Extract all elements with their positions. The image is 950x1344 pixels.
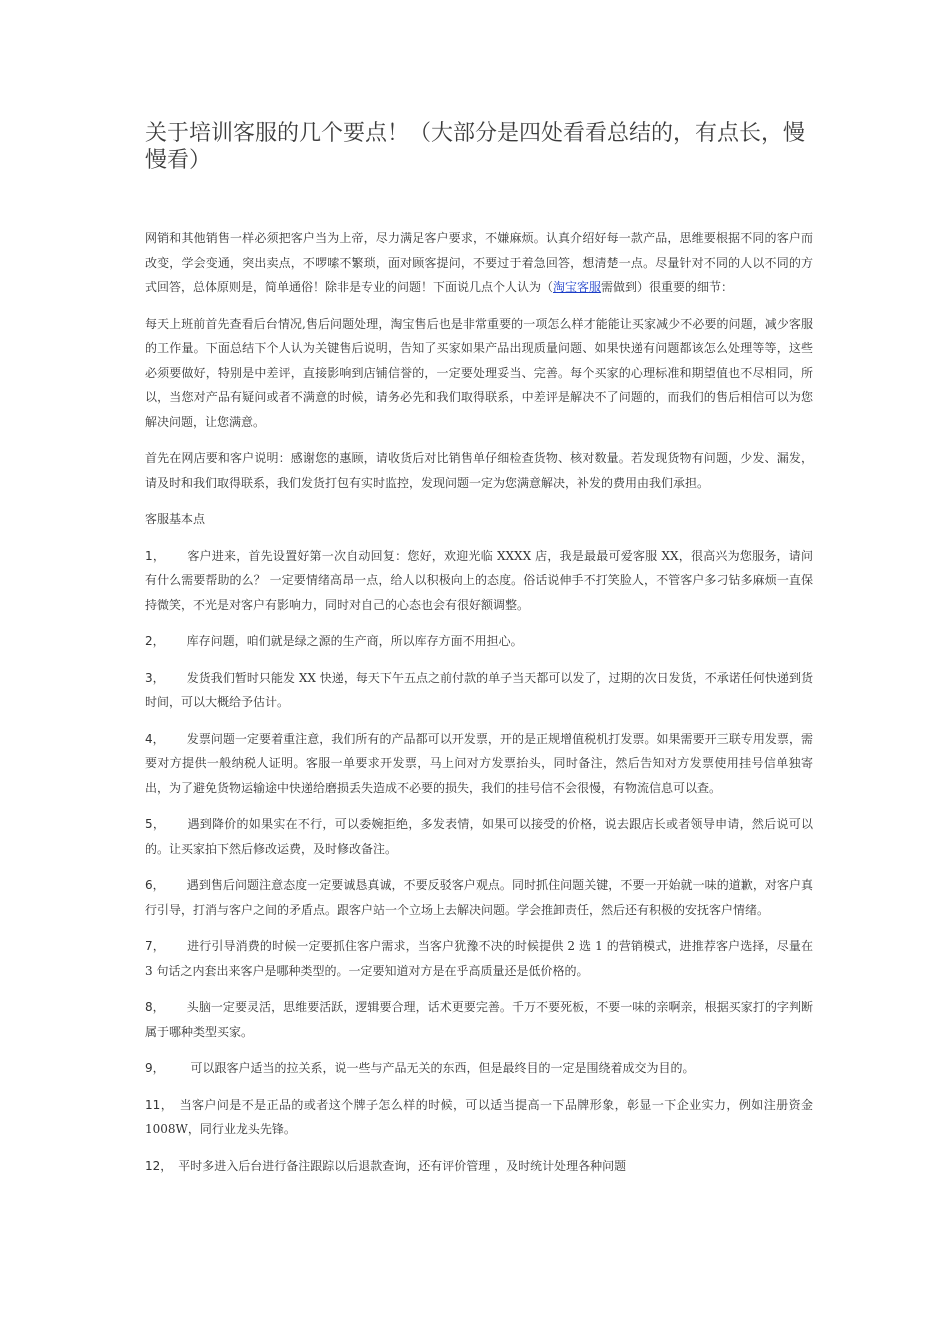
list-item [145, 727, 813, 801]
list-item-number: 7， [145, 939, 165, 953]
list-item-text: 客户进来，首先设置好第一次自动回复：您好，欢迎光临 XXXX 店，我是最最可爱客服 XX，很高兴为您服务，请问有什么需要帮助的么？ 一定要情绪高昂一点，给人以积极向上的态度。俗话说伸手不打笑脸人，不管客户多刁钻多麻烦一直保持微笑，不光是对客户有影响力，同时对自己的心态也会有很好额调整。 [145, 548, 813, 612]
intro-text-before-link: 网销和其他销售一样必须把客户当为上帝，尽力满足客户要求，不嫌麻烦。认真介绍好每一款产品，思维要根据不同的客户而改变，学会变通，突出卖点，不啰嗦不繁琐，面对顾客提问，不要过于着急回答，想清楚一点。尽量针对不同的人以不同的方式回答，总体原则是，简单通俗！除非是专业的问题！下面说几点个人认为（ [145, 231, 813, 294]
numbered-list [145, 544, 813, 1179]
list-item [145, 873, 813, 922]
list-item [145, 629, 813, 654]
list-item-text: 遇到降价的如果实在不行，可以委婉拒绝，多发表情，如果可以接受的价格，说去跟店长或者领导申请，然后说可以的。让买家拍下然后修改运费，及时修改备注。 [145, 817, 813, 856]
document-page [145, 120, 813, 1190]
list-item-number: 2， [145, 634, 165, 648]
list-item-text: 遇到售后问题注意态度一定要诚恳真诚，不要反驳客户观点。同时抓住问题关键，不要一开始就一味的道歉，对客户真行引导，打消与客户之间的矛盾点。跟客户站一个立场上去解决问题。学会推卸责任，然后还有积极的安抚客户情绪。 [145, 878, 813, 917]
shop-notice-paragraph: 首先在网店要和客户说明：感谢您的惠顾，请收货后对比销售单仔细检查货物、核对数量。若发现货物有问题，少发、漏发，请及时和我们取得联系，我们发货打包有实时监控，发现问题一定为您满意解决，补发的费用由我们承担。 [145, 451, 813, 490]
list-item-number: 6， [145, 878, 165, 892]
list-item-text: 头脑一定要灵活，思维要活跃，逻辑要合理，话术更要完善。千万不要死板，不要一味的亲啊亲，根据买家打的字判断属于哪种类型买家。 [145, 1000, 813, 1039]
list-item-text: 发货我们暂时只能发 XX 快递，每天下午五点之前付款的单子当天都可以发了，过期的次日发货，不承诺任何快递到货时间，可以大概给予估计。 [145, 670, 813, 709]
list-item-number: 3， [145, 670, 165, 685]
list-item [145, 934, 813, 983]
list-item-number: 12， [145, 1158, 173, 1173]
list-item [145, 1056, 813, 1081]
taobao-service-link[interactable]: 淘宝客服 [553, 280, 602, 294]
list-item-text: 当客户问是不是正品的或者这个牌子怎么样的时候，可以适当提高一下品牌形象，彰显一下企业实力，例如注册资金 1008W，同行业龙头先锋。 [145, 1097, 813, 1136]
list-item-number: 4， [145, 731, 165, 746]
list-item-number: 11， [145, 1097, 174, 1112]
intro-paragraph [145, 226, 813, 300]
list-item-number: 9， [145, 1061, 165, 1075]
list-item [145, 1154, 813, 1179]
list-item-number: 1， [145, 548, 166, 563]
page-title: 关于培训客服的几个要点！（大部分是四处看看总结的，有点长，慢慢看） [145, 121, 806, 173]
intro-text-after-link: 需做到）很重要的细节： [601, 280, 734, 294]
after-sales-paragraph: 每天上班前首先查看后台情况,售后问题处理，淘宝售后也是非常重要的一项怎么样才能能让买家减少不必要的问题，减少客服的工作量。下面总结下个人认为关键售后说明，告知了买家如果产品出现质量问题、如果快递有问题都该怎么处理等等，这些必须要做好，特别是中差评，直接影响到店铺信誉的，一定要处理妥当、完善。每个买家的心理标准和期望值也不尽相同，所以，当您对产品有疑问或者不满意的时候，请务必先和我们取得联系，中差评是解决不了问题的，而我们的售后相信可以为您解决问题，让您满意。 [145, 316, 813, 429]
list-item [145, 812, 813, 861]
list-item [145, 1093, 813, 1142]
list-item [145, 666, 813, 715]
list-item-text: 发票问题一定要着重注意，我们所有的产品都可以开发票，开的是正规增值税机打发票。如果需要开三联专用发票，需要对方提供一般纳税人证明。客服一单要求开发票，马上问对方发票抬头，同时备注，然后告知对方发票使用挂号信单独寄出，为了避免货物运输途中快递给磨损丢失造成不必要的损失，我们的挂号信不会很慢，有物流信息可以查。 [145, 731, 813, 795]
list-item-number: 5， [145, 817, 166, 831]
list-item-text: 可以跟客户适当的拉关系，说一些与产品无关的东西，但是最终目的一定是围绕着成交为目的。 [186, 1061, 695, 1075]
section-heading: 客服基本点 [145, 512, 206, 526]
list-item-text: 进行引导消费的时候一定要抓住客户需求，当客户犹豫不决的时候提供 2 选 1 的营销模式，进推荐客户选择，尽量在 3 句话之内套出来客户是哪种类型的。一定要知道对方是在乎高质量还是低价格的。 [145, 939, 813, 978]
list-item [145, 544, 813, 618]
list-item-number: 8， [145, 1000, 165, 1014]
list-item-text: 平时多进入后台进行备注跟踪以后退款查询，还有评价管理 ，及时统计处理各种问题 [178, 1158, 627, 1173]
list-item [145, 995, 813, 1044]
list-item-text: 库存问题，咱们就是绿之源的生产商，所以库存方面不用担心。 [186, 634, 523, 648]
